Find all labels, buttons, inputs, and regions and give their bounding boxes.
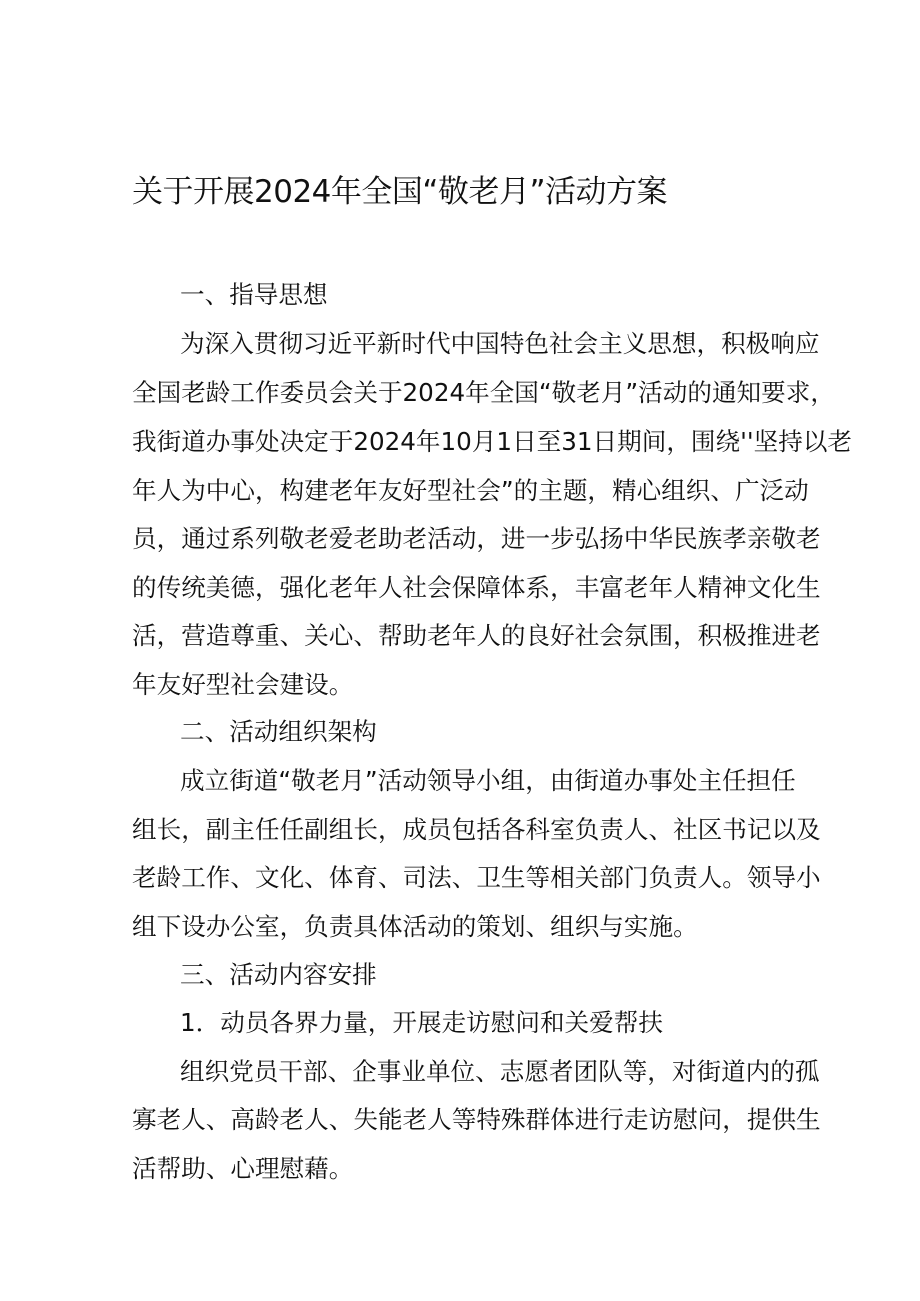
paragraph-line: 组下设办公室，负责具体活动的策划、组织与实施。 [132,912,698,941]
paragraph-line: 成立街道“敬老月”活动领导小组，由街道办事处主任担任 [180,766,796,795]
paragraph-line: 员，通过系列敬老爱老助老活动，进一步弘扬中华民族孝亲敬老 [132,524,821,553]
paragraph-line: 组长，副主任任副组长，成员包括各科室负责人、社区书记以及 [132,815,821,844]
paragraph-line: 年人为中心，构建老年友好型社会”的主题，精心组织、广泛动 [132,476,809,505]
paragraph-line: 的传统美德，强化老年人社会保障体系，丰富老年人精神文化生 [132,573,821,602]
paragraph-line: 组织党员干部、企事业单位、志愿者团队等，对街道内的孤 [180,1057,820,1086]
paragraph-line: 活，营造尊重、关心、帮助老年人的良好社会氛围，积极推进老 [132,621,821,650]
paragraph-line: 为深入贯彻习近平新时代中国特色社会主义思想，积极响应 [180,329,820,358]
paragraph-line: 老龄工作、文化、体育、司法、卫生等相关部门负责人。领导小 [132,863,821,892]
paragraph-line: 活帮助、心理慰藉。 [132,1154,354,1183]
section-heading-guiding-ideology: 一、指导思想 [180,280,328,309]
subsection-heading-1: 1．动员各界力量，开展走访慰问和关爱帮扶 [180,1008,663,1037]
section-heading-organization: 二、活动组织架构 [180,717,377,746]
section-heading-activities: 三、活动内容安排 [180,960,377,989]
document-title: 关于开展2024年全国“敬老月”活动方案 [132,174,668,210]
paragraph-line: 寡老人、高龄老人、失能老人等特殊群体进行走访慰问，提供生 [132,1105,821,1134]
paragraph-line: 全国老龄工作委员会关于2024年全国“敬老月”活动的通知要求， [132,378,835,407]
paragraph-line: 我街道办事处决定于2024年10月1日至31日期间，围绕''坚持以老 [132,427,853,456]
paragraph-line: 年友好型社会建设。 [132,670,354,699]
